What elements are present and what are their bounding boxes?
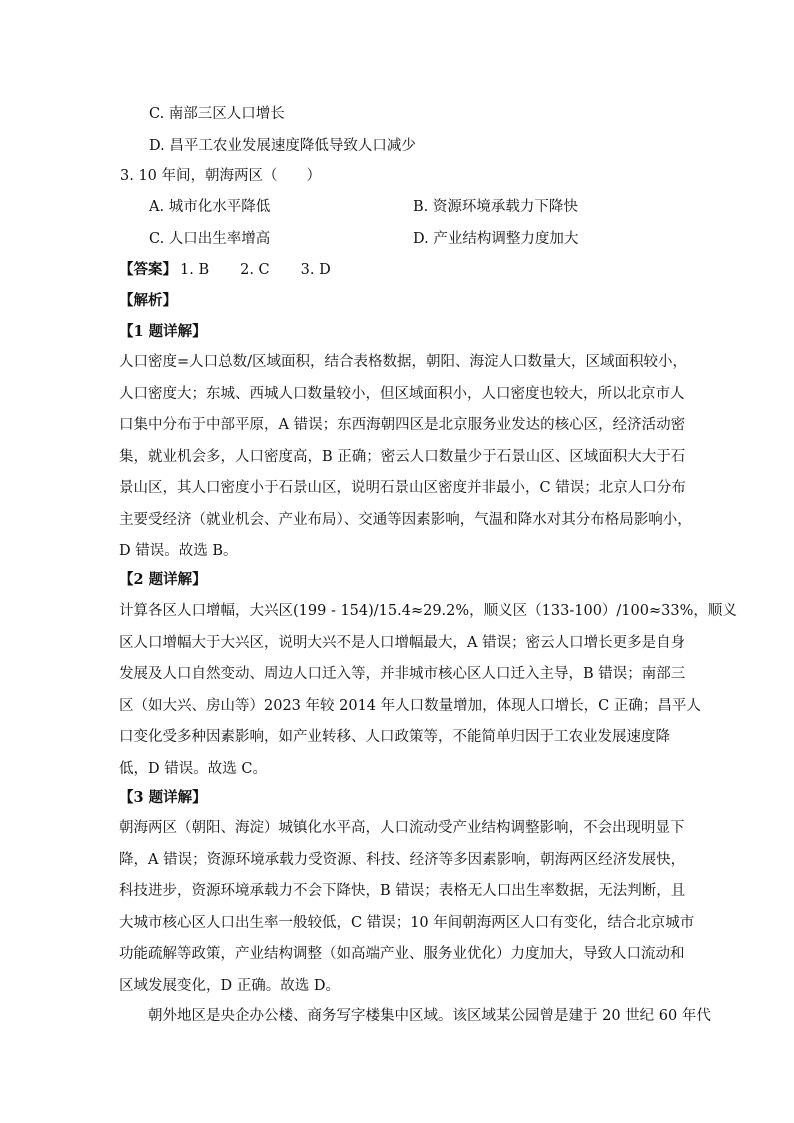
q3-option-c: C. 人口出生率增高 [149, 231, 271, 247]
detail3-line: 科技进步，资源环境承载力不会下降快，B 错误；表格无人口出生率数据，无法判断，且 [119, 883, 686, 899]
detail2-line: 发展及人口自然变动、周边人口迁入等，并非城市核心区人口迁入主导，B 错误；南部三 [119, 666, 686, 682]
answer-2: 2. C [240, 262, 270, 278]
detail3-line: 区域发展变化，D 正确。故选 D。 [119, 977, 340, 994]
detail1-paragraph [119, 347, 692, 568]
q3-stem: 3. 10 年间，朝海两区（ ） [120, 168, 322, 184]
q2-option-d: D. 昌平工农业发展速度降低导致人口减少 [149, 138, 416, 154]
answer-3: 3. D [300, 262, 331, 278]
detail3-line: 功能疏解等政策，产业结构调整（如高端产业、服务业优化）力度加大，导致人口流动和 [119, 946, 685, 962]
detail2-label: 【2 题详解】 [119, 571, 207, 588]
detail1-line: 人口密度大；东城、西城人口数量较小，但区域面积小，人口密度也较大，所以北京市人 [119, 385, 685, 402]
detail3-line: 降，A 错误；资源环境承载力受资源、科技、经济等多因素影响，朝海两区经济发展快， [119, 851, 686, 868]
answer-1: 1. B [180, 262, 210, 278]
detail1-line: 景山区，其人口密度小于石景山区，说明石景山区密度并非最小，C 错误；北京人口分布 [119, 480, 686, 496]
detail2-line: 计算各区人口增幅，大兴区(199 - 154)/15.4≈29.2%，顺义区（133-100）/100≈33%，顺义 [119, 603, 737, 619]
q2-option-c: C. 南部三区人口增长 [149, 106, 285, 122]
detail3-paragraph [119, 813, 695, 1002]
q3-option-d: D. 产业结构调整力度加大 [413, 231, 579, 247]
detail2-paragraph [119, 596, 737, 785]
detail2-line: 区人口增幅大于大兴区，说明大兴不是人口增幅最大，A 错误；密云人口增长更多是自身 [119, 634, 686, 651]
detail2-line: 口变化受多种因素影响，如产业转移、人口政策等，不能简单归因于工农业发展速度降 [119, 729, 670, 745]
detail1-line: 主要受经济（就业机会、产业布局）、交通等因素影响，气温和降水对其分布格局影响小， [119, 511, 692, 528]
next-passage-start: 朝外地区是央企办公楼、商务写字楼集中区域。该区域某公园曾是建于 20 世纪 60 年代 [148, 1008, 711, 1024]
detail3-line: 朝海两区（朝阳、海淀）城镇化水平高，人口流动受产业结构调整影响，不会出现明显下 [119, 820, 685, 836]
detail2-line: 区（如大兴、房山等）2023 年较 2014 年人口数量增加，体现人口增长，C 正确；昌平人 [119, 697, 701, 714]
detail3-label: 【3 题详解】 [119, 789, 207, 806]
detail1-line: 人口密度=人口总数/区域面积，结合表格数据，朝阳、海淀人口数量大，区域面积较小， [119, 354, 688, 370]
answer-row [119, 260, 331, 280]
detail1-line: 口集中分布于中部平原，A 错误；东西海朝四区是北京服务业发达的核心区，经济活动密 [119, 417, 686, 433]
detail1-line: 集，就业机会多，人口密度高，B 正确；密云人口数量少于石景山区、区域面积大大于石 [119, 448, 686, 465]
analysis-label: 【解析】 [119, 292, 177, 309]
detail1-label: 【1 题详解】 [119, 323, 207, 340]
detail2-line: 低，D 错误。故选 C。 [119, 760, 267, 777]
q3-option-b: B. 资源环境承载力下降快 [413, 199, 578, 215]
q3-option-a: A. 城市化水平降低 [149, 199, 271, 215]
detail1-line: D 错误。故选 B。 [119, 543, 238, 559]
answer-label: 【答案】 [119, 261, 177, 278]
detail3-line: 大城市核心区人口出生率一般较低，C 错误；10 年间朝海两区人口有变化，结合北京城市 [119, 914, 695, 931]
